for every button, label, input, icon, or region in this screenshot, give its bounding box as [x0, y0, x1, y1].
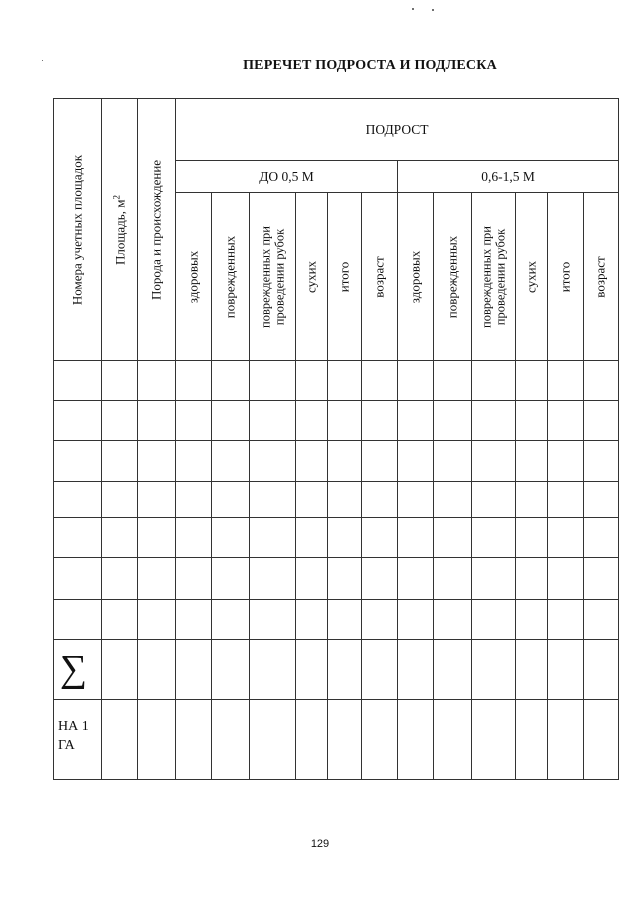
table-cell [328, 481, 362, 517]
header-subgroup-06-15: 0,6-1,5 М [398, 161, 619, 193]
table-cell [296, 699, 328, 779]
table-cell [54, 441, 102, 481]
table-cell [212, 557, 250, 599]
header-subcolumn-label: возраст [371, 256, 387, 298]
table-cell [102, 557, 138, 599]
table-cell [398, 401, 434, 441]
header-subcolumn [176, 193, 212, 361]
table-row [54, 441, 619, 481]
table-cell [296, 517, 328, 557]
table-cell [138, 557, 176, 599]
table-cell [434, 441, 472, 481]
table-cell [296, 441, 328, 481]
table-cell [138, 517, 176, 557]
sum-row [54, 639, 619, 699]
table-cell [138, 699, 176, 779]
table-cell [212, 517, 250, 557]
table-cell [398, 481, 434, 517]
table-cell [362, 401, 398, 441]
table-cell [328, 401, 362, 441]
header-subcolumn-label: сухих [523, 260, 539, 293]
table-cell [250, 517, 296, 557]
table-cell [434, 639, 472, 699]
table-cell [138, 401, 176, 441]
table-cell [138, 481, 176, 517]
header-area-text: Площадь, м [112, 199, 128, 265]
table-cell [362, 699, 398, 779]
per-hectare-line: ГА [58, 737, 75, 753]
table-cell [102, 481, 138, 517]
table-cell [516, 361, 548, 401]
table-cell [548, 401, 584, 441]
table-cell [434, 481, 472, 517]
table-cell [516, 441, 548, 481]
table-cell [584, 557, 619, 599]
header-subcolumn [516, 193, 548, 361]
header-plot-numbers-label: Номера учетных площадок [69, 154, 85, 305]
table-cell [584, 599, 619, 639]
table-cell [212, 599, 250, 639]
table-cell [328, 441, 362, 481]
header-subcolumn-line: поврежденных при [258, 225, 273, 328]
table-cell [584, 639, 619, 699]
header-plot-numbers [54, 99, 102, 361]
table-cell [176, 699, 212, 779]
table-cell [362, 441, 398, 481]
header-subcolumn-label: здоровых [407, 250, 423, 303]
header-subcolumn [328, 193, 362, 361]
header-area-label [111, 195, 128, 265]
table-cell [472, 441, 516, 481]
table-cell [54, 401, 102, 441]
table-cell [362, 361, 398, 401]
header-subcolumn [250, 193, 296, 361]
table-cell [328, 517, 362, 557]
table-cell [472, 517, 516, 557]
table-cell [548, 699, 584, 779]
page-title: ПЕРЕЧЕТ ПОДРОСТА И ПОДЛЕСКА [243, 58, 497, 73]
table-cell [138, 639, 176, 699]
table-row [54, 517, 619, 557]
table-cell [296, 481, 328, 517]
header-area-superscript: 2 [110, 194, 121, 200]
table-cell [434, 401, 472, 441]
table-row [54, 361, 619, 401]
table-cell [362, 517, 398, 557]
header-subcolumn [362, 193, 398, 361]
scan-speck [412, 8, 414, 10]
header-species [138, 99, 176, 361]
table-cell [472, 639, 516, 699]
per-hectare-row [54, 699, 619, 779]
table-cell [212, 481, 250, 517]
table-cell [102, 361, 138, 401]
table-cell [472, 401, 516, 441]
table-cell [584, 401, 619, 441]
table-cell [398, 639, 434, 699]
header-group-undergrowth: ПОДРОСТ [176, 99, 619, 161]
table-cell [102, 401, 138, 441]
header-subcolumn [212, 193, 250, 361]
table-cell [54, 361, 102, 401]
per-hectare-line: НА 1 [58, 718, 89, 734]
table-cell [516, 517, 548, 557]
tally-table [53, 98, 619, 780]
table-cell [434, 557, 472, 599]
table-cell [328, 361, 362, 401]
table-cell [54, 481, 102, 517]
header-subcolumn [584, 193, 619, 361]
header-subcolumn [548, 193, 584, 361]
table-row [54, 401, 619, 441]
table-cell [102, 699, 138, 779]
scan-speck [42, 60, 43, 61]
table-cell [472, 557, 516, 599]
table-cell [296, 557, 328, 599]
table-cell [362, 557, 398, 599]
table-cell [102, 517, 138, 557]
table-cell [328, 599, 362, 639]
header-subcolumn [434, 193, 472, 361]
table-cell [250, 557, 296, 599]
header-species-label: Порода и происхождение [148, 159, 164, 300]
table-cell [212, 639, 250, 699]
table-cell [138, 599, 176, 639]
table-cell [176, 557, 212, 599]
header-subcolumn [472, 193, 516, 361]
table-cell [176, 599, 212, 639]
header-subcolumn-label: итого [336, 261, 352, 292]
table-cell [296, 599, 328, 639]
header-subcolumn-line: проведении рубок [272, 228, 287, 325]
page-number: 129 [310, 838, 330, 850]
table-cell [250, 639, 296, 699]
table-cell [176, 517, 212, 557]
table-cell [362, 599, 398, 639]
table-cell [548, 441, 584, 481]
table-cell [296, 639, 328, 699]
table-cell [296, 361, 328, 401]
table-cell [138, 441, 176, 481]
table-cell [584, 441, 619, 481]
table-cell [250, 401, 296, 441]
table-cell [472, 361, 516, 401]
header-subcolumn-label: здоровых [185, 250, 201, 303]
table-cell [362, 481, 398, 517]
header-subcolumn-label [258, 226, 287, 328]
header-subcolumn-label: поврежденных [444, 235, 460, 318]
table-cell [176, 401, 212, 441]
header-subcolumn-label: возраст [592, 256, 608, 298]
table-cell [548, 639, 584, 699]
header-subcolumn-line: проведении рубок [493, 228, 508, 325]
table-cell [328, 557, 362, 599]
table-cell [250, 481, 296, 517]
table-cell [176, 639, 212, 699]
table-cell [102, 639, 138, 699]
table-cell [54, 599, 102, 639]
scan-speck [432, 9, 434, 11]
table-cell [398, 599, 434, 639]
table-cell [398, 557, 434, 599]
table-cell [584, 481, 619, 517]
table-cell [434, 699, 472, 779]
table-cell [54, 517, 102, 557]
table-cell [250, 361, 296, 401]
table-cell [548, 557, 584, 599]
table-cell [398, 441, 434, 481]
table-cell [516, 481, 548, 517]
header-subcolumn [296, 193, 328, 361]
table-cell [328, 699, 362, 779]
table-cell [584, 517, 619, 557]
table-cell [328, 639, 362, 699]
table-cell [472, 599, 516, 639]
header-subcolumn-label: сухих [303, 260, 319, 293]
table-cell [516, 699, 548, 779]
table-cell [250, 699, 296, 779]
table-cell [212, 401, 250, 441]
header-subgroup-up-to-05: ДО 0,5 М [176, 161, 398, 193]
table-cell [472, 699, 516, 779]
table-cell [548, 599, 584, 639]
table-cell [398, 517, 434, 557]
table-cell [212, 699, 250, 779]
table-cell [516, 599, 548, 639]
table-cell [212, 361, 250, 401]
table-cell [516, 401, 548, 441]
header-subcolumn-line: поврежденных при [479, 225, 494, 328]
table-cell [434, 361, 472, 401]
header-area [102, 99, 138, 361]
table-cell [250, 441, 296, 481]
table-cell [212, 441, 250, 481]
table-cell [176, 481, 212, 517]
table-cell [548, 517, 584, 557]
table-cell [516, 639, 548, 699]
header-subcolumn-label [479, 226, 508, 328]
header-subcolumn-label: поврежденных [222, 235, 238, 318]
table-cell [472, 481, 516, 517]
table-cell [176, 361, 212, 401]
table-cell [434, 517, 472, 557]
table-row [54, 557, 619, 599]
table-cell [548, 481, 584, 517]
table-cell [434, 599, 472, 639]
table-cell [138, 361, 176, 401]
table-cell [102, 599, 138, 639]
table-cell [548, 361, 584, 401]
table-cell [102, 441, 138, 481]
sum-symbol-cell: ∑ [54, 639, 102, 699]
table-cell [54, 557, 102, 599]
header-subcolumn [398, 193, 434, 361]
table-cell [398, 699, 434, 779]
table-cell [584, 361, 619, 401]
header-subcolumn-label: итого [557, 261, 573, 292]
table-cell [296, 401, 328, 441]
table-cell [516, 557, 548, 599]
table-row [54, 599, 619, 639]
per-hectare-cell [54, 699, 102, 779]
table-cell [362, 639, 398, 699]
table-cell [584, 699, 619, 779]
table-row [54, 481, 619, 517]
table-cell [250, 599, 296, 639]
table-cell [176, 441, 212, 481]
table-cell [398, 361, 434, 401]
